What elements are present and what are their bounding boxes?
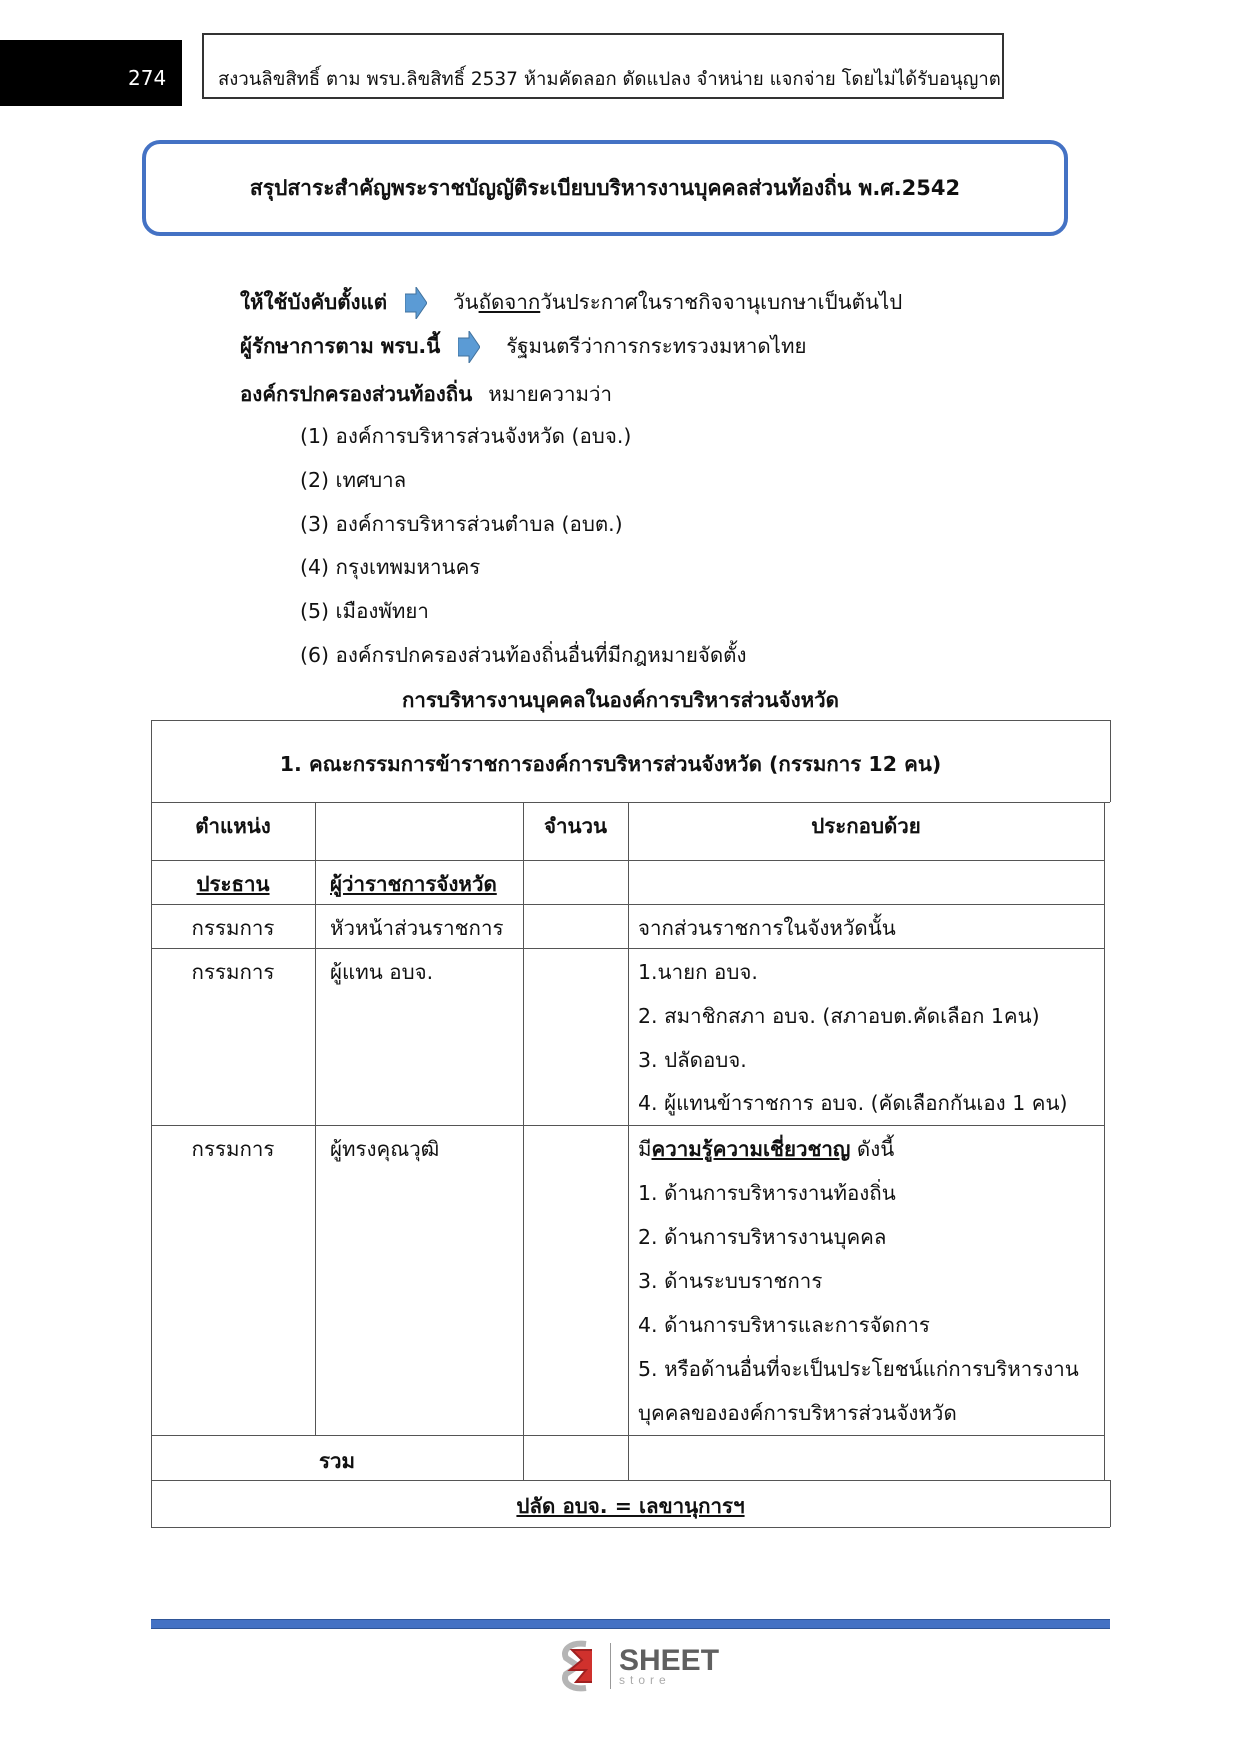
enforcer-line bbox=[240, 330, 807, 363]
table-border bbox=[151, 720, 1110, 721]
composition-item: 1.นายก อบจ. bbox=[638, 960, 758, 984]
effective-prefix: วัน bbox=[453, 290, 479, 314]
logo-brand-sub: store bbox=[619, 1673, 671, 1687]
position-cell: ประธาน bbox=[196, 872, 270, 896]
table-rule bbox=[151, 1527, 1110, 1528]
secretary-note: ปลัด อบจ. = เลขานุการฯ bbox=[516, 1494, 745, 1518]
document-title-box bbox=[142, 140, 1068, 236]
table-border bbox=[1104, 802, 1105, 1480]
lgo-value: หมายความว่า bbox=[488, 382, 613, 406]
lgo-list-item: (6) องค์กรปกครองส่วนท้องถิ่นอื่นที่มีกฎหมายจัดตั้ง bbox=[300, 643, 747, 667]
composition-item: 2. สมาชิกสภา อบจ. (สภาอบต.คัดเลือก 1คน) bbox=[638, 1004, 1040, 1028]
arrow-right-icon bbox=[458, 331, 480, 363]
page-number: 274 bbox=[0, 40, 182, 106]
intro-bold: ความรู้ความเชี่ยวชาญ bbox=[651, 1137, 851, 1161]
position-cell: กรรมการ bbox=[191, 960, 275, 984]
composition-item: 5. หรือด้านอื่นที่จะเป็นประโยชน์แก่การบริหารงาน bbox=[638, 1357, 1079, 1381]
intro-suffix: ดังนี้ bbox=[850, 1137, 895, 1161]
table-rule bbox=[315, 802, 316, 1435]
member-cell: ผู้ว่าราชการจังหวัด bbox=[330, 872, 497, 896]
table-rule bbox=[151, 802, 1110, 803]
member-cell: หัวหน้าส่วนราชการ bbox=[330, 916, 504, 940]
member-cell: ผู้ทรงคุณวุฒิ bbox=[330, 1137, 440, 1161]
position-cell: กรรมการ bbox=[191, 1137, 275, 1161]
enforcer-label: ผู้รักษาการตาม พรบ.นี้ bbox=[240, 334, 441, 358]
table-rule bbox=[523, 802, 524, 1480]
table-header: ประกอบด้วย bbox=[811, 814, 921, 838]
composition-item: จากส่วนราชการในจังหวัดนั้น bbox=[638, 916, 896, 940]
lgo-list-item: (4) กรุงเทพมหานคร bbox=[300, 555, 481, 579]
effective-date-line bbox=[240, 286, 902, 319]
composition-item: 4. ผู้แทนข้าราชการ อบจ. (คัดเลือกกันเอง 1 คน) bbox=[638, 1091, 1068, 1115]
composition-item: 3. ปลัดอบจ. bbox=[638, 1048, 747, 1072]
document-title: สรุปสาระสำคัญพระราชบัญญัติระเบียบบริหารงานบุคคลส่วนท้องถิ่น พ.ศ.2542 bbox=[249, 175, 961, 200]
composition-item: 4. ด้านการบริหารและการจัดการ bbox=[638, 1313, 930, 1337]
effective-suffix: วันประกาศในราชกิจจานุเบกษาเป็นต้นไป bbox=[540, 290, 903, 314]
total-label: รวม bbox=[318, 1449, 356, 1473]
lgo-list-item: (1) องค์การบริหารส่วนจังหวัด (อบจ.) bbox=[300, 424, 632, 448]
sheet-store-logo bbox=[556, 1640, 719, 1692]
composition-item: 1. ด้านการบริหารงานท้องถิ่น bbox=[638, 1181, 896, 1205]
table-border bbox=[1110, 1480, 1111, 1527]
table-rule bbox=[628, 802, 629, 1480]
member-cell: ผู้แทน อบจ. bbox=[330, 960, 434, 984]
lgo-label: องค์กรปกครองส่วนท้องถิ่น bbox=[240, 382, 473, 406]
effective-label: ให้ใช้บังคับตั้งแต่ bbox=[240, 290, 388, 314]
effective-underlined: ถัดจาก bbox=[478, 290, 541, 314]
logo-brand-main: SHEET bbox=[619, 1644, 720, 1677]
composition-item: บุคคลขององค์การบริหารส่วนจังหวัด bbox=[638, 1401, 957, 1425]
lgo-list-item: (5) เมืองพัทยา bbox=[300, 599, 429, 623]
composition-item: 3. ด้านระบบราชการ bbox=[638, 1269, 823, 1293]
lgo-list-item: (2) เทศบาล bbox=[300, 468, 407, 492]
lgo-list-item: (3) องค์การบริหารส่วนตำบล (อบต.) bbox=[300, 512, 623, 536]
copyright-notice: สงวนลิขสิทธิ์ ตาม พรบ.ลิขสิทธิ์ 2537 ห้ามคัดลอก ดัดแปลง จำหน่าย แจกจ่าย โดยไม่ได้รับอนุญาต bbox=[202, 33, 1004, 99]
table-rule bbox=[151, 1480, 1110, 1481]
logo-divider bbox=[610, 1643, 611, 1689]
section-heading: การบริหารงานบุคคลในองค์การบริหารส่วนจังหวัด bbox=[402, 688, 839, 712]
logo-s-icon bbox=[556, 1640, 602, 1692]
position-cell: กรรมการ bbox=[191, 916, 275, 940]
arrow-right-icon bbox=[405, 287, 427, 319]
composition-intro bbox=[638, 1133, 894, 1166]
footer-bar bbox=[151, 1619, 1110, 1629]
intro-prefix: มี bbox=[638, 1137, 652, 1161]
table-caption: 1. คณะกรรมการข้าราชการองค์การบริหารส่วนจังหวัด (กรรมการ 12 คน) bbox=[279, 752, 942, 776]
enforcer-value: รัฐมนตรีว่าการกระทรวงมหาดไทย bbox=[506, 334, 807, 358]
lgo-definition-line bbox=[240, 378, 612, 411]
table-border bbox=[1110, 720, 1111, 802]
composition-item: 2. ด้านการบริหารงานบุคคล bbox=[638, 1225, 887, 1249]
table-header: ตำแหน่ง bbox=[195, 814, 271, 838]
table-header: จำนวน bbox=[543, 814, 608, 838]
